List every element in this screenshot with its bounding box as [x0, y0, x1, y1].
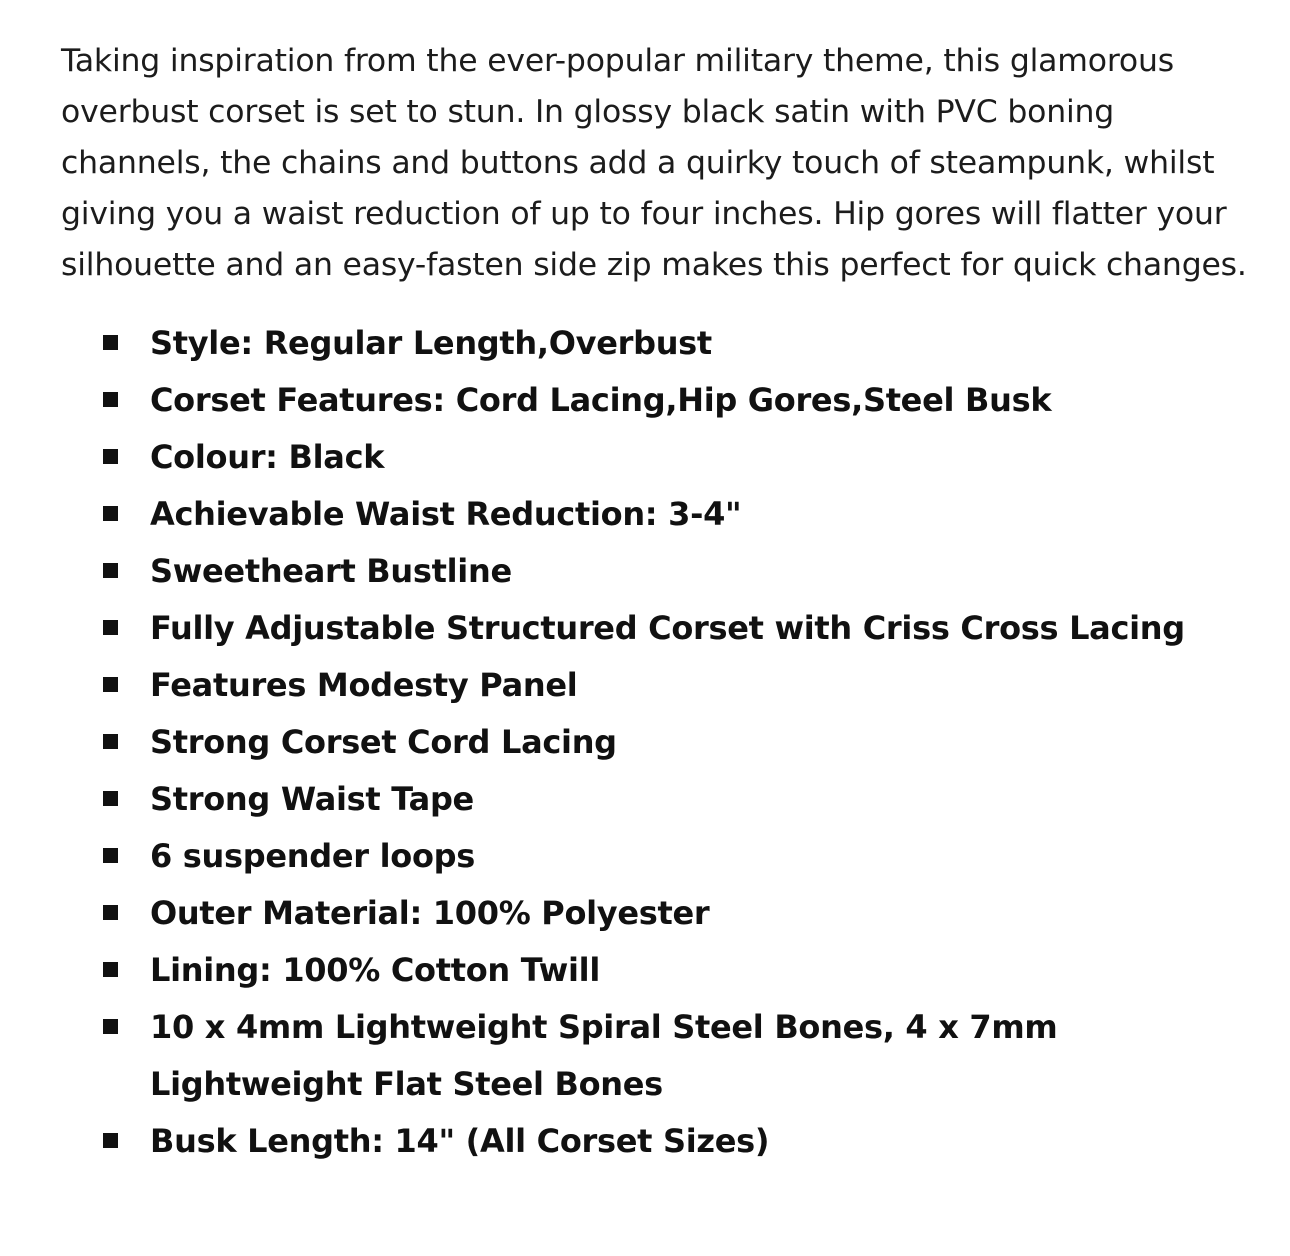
feature-item	[61, 429, 1251, 486]
product-description: Taking inspiration from the ever-popular military theme, this glamorous overbust corset is set to stun. In glossy black satin with PVC boning channels, the chains and buttons add a quirky touch of steampunk, whilst giving you a waist reduction of up to four inches. Hip gores will flatter your silhouette and an easy-fasten side zip makes this perfect for quick changes.	[61, 43, 1247, 283]
square-bullet-icon	[103, 563, 118, 578]
feature-item	[61, 885, 1251, 942]
square-bullet-icon	[103, 848, 118, 863]
square-bullet-icon	[103, 1133, 118, 1148]
feature-item	[61, 657, 1251, 714]
feature-item	[61, 771, 1251, 828]
feature-text: Lining: 100% Cotton Twill	[150, 951, 600, 989]
square-bullet-icon	[103, 620, 118, 635]
feature-text: Sweetheart Bustline	[150, 552, 512, 590]
feature-item	[61, 999, 1251, 1113]
square-bullet-icon	[103, 734, 118, 749]
square-bullet-icon	[103, 506, 118, 521]
square-bullet-icon	[103, 905, 118, 920]
square-bullet-icon	[103, 449, 118, 464]
square-bullet-icon	[103, 335, 118, 350]
feature-text: Features Modesty Panel	[150, 666, 578, 704]
feature-item	[61, 714, 1251, 771]
square-bullet-icon	[103, 791, 118, 806]
feature-text: Busk Length: 14" (All Corset Sizes)	[150, 1122, 770, 1160]
feature-text: Achievable Waist Reduction: 3-4"	[150, 495, 742, 533]
feature-item	[61, 828, 1251, 885]
feature-item	[61, 1113, 1251, 1170]
feature-text: Fully Adjustable Structured Corset with Criss Cross Lacing	[150, 609, 1185, 647]
feature-item	[61, 942, 1251, 999]
square-bullet-icon	[103, 1019, 118, 1034]
feature-item	[61, 486, 1251, 543]
feature-list	[61, 315, 1251, 1170]
feature-item	[61, 372, 1251, 429]
feature-item	[61, 315, 1251, 372]
feature-text: Outer Material: 100% Polyester	[150, 894, 710, 932]
feature-text: Corset Features: Cord Lacing,Hip Gores,Steel Busk	[150, 381, 1052, 419]
square-bullet-icon	[103, 392, 118, 407]
product-details	[61, 36, 1251, 1170]
feature-item	[61, 600, 1251, 657]
square-bullet-icon	[103, 677, 118, 692]
feature-text: 6 suspender loops	[150, 837, 475, 875]
feature-text: Strong Waist Tape	[150, 780, 474, 818]
square-bullet-icon	[103, 962, 118, 977]
feature-text: Colour: Black	[150, 438, 385, 476]
feature-item	[61, 543, 1251, 600]
feature-text: Strong Corset Cord Lacing	[150, 723, 617, 761]
feature-text: 10 x 4mm Lightweight Spiral Steel Bones, 4 x 7mm Lightweight Flat Steel Bones	[150, 1008, 1058, 1103]
feature-text: Style: Regular Length,Overbust	[150, 324, 712, 362]
